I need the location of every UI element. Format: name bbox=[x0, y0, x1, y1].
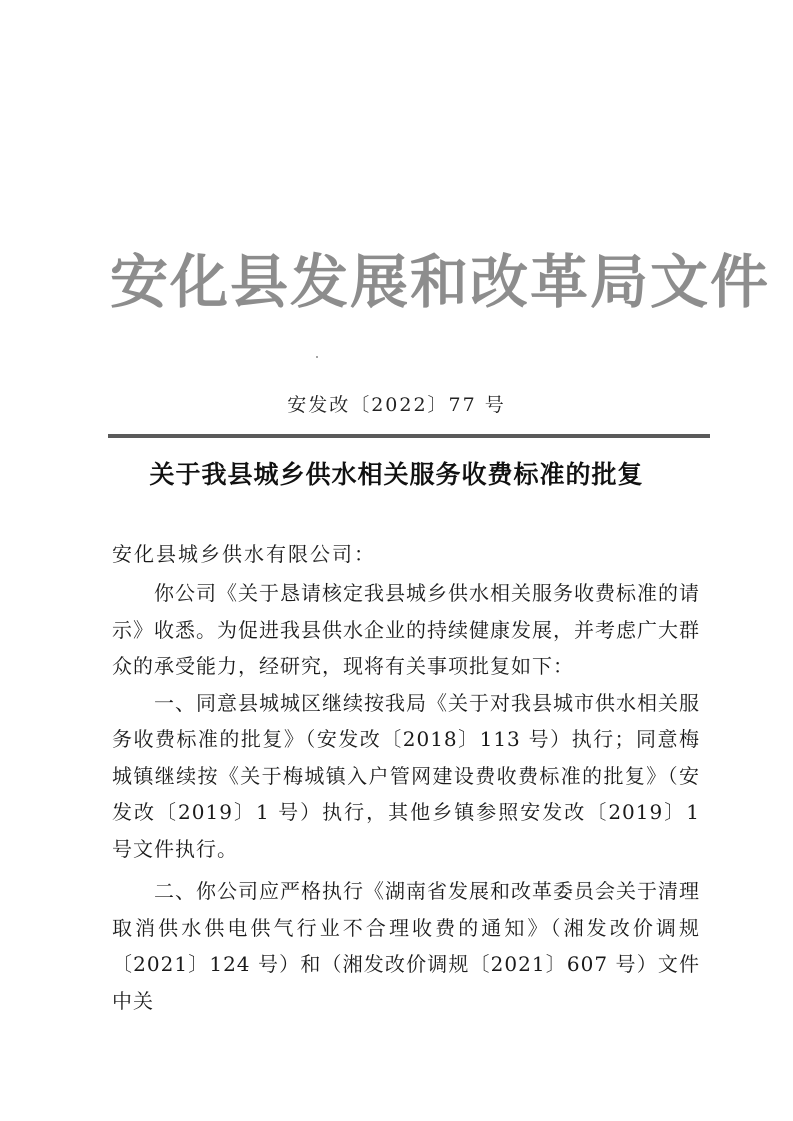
document-body bbox=[112, 575, 700, 1019]
body-paragraph: 你公司《关于恳请核定我县城乡供水相关服务收费标准的请示》收悉。为促进我县供水企业的持续健康发展，并考虑广大群众的承受能力，经研究，现将有关事项批复如下： bbox=[112, 581, 700, 678]
header-divider bbox=[108, 434, 710, 438]
issuer-header: 安化县发展和改革局文件 bbox=[110, 248, 771, 316]
document-title: 关于我县城乡供水相关服务收费标准的批复 bbox=[149, 460, 644, 489]
body-paragraph: 一、同意县城城区继续按我局《关于对我县城市供水相关服务收费标准的批复》（安发改〔2018〕113 号）执行；同意梅城镇继续按《关于梅城镇入户管网建设费收费标准的批复》（安发改〔2019〕1 号）执行，其他乡镇参照安发改〔2019〕1 号文件执行。 bbox=[112, 690, 700, 861]
salutation: 安化县城乡供水有限公司： bbox=[112, 542, 376, 566]
scan-speck bbox=[316, 356, 318, 358]
body-paragraph: 二、你公司应严格执行《湖南省发展和改革委员会关于清理取消供水供电供气行业不合理收费的通知》（湘发改价调规〔2021〕124 号）和（湘发改价调规〔2021〕607 号）文件中关 bbox=[112, 879, 700, 1013]
document-number: 安发改〔2022〕77 号 bbox=[287, 394, 506, 416]
